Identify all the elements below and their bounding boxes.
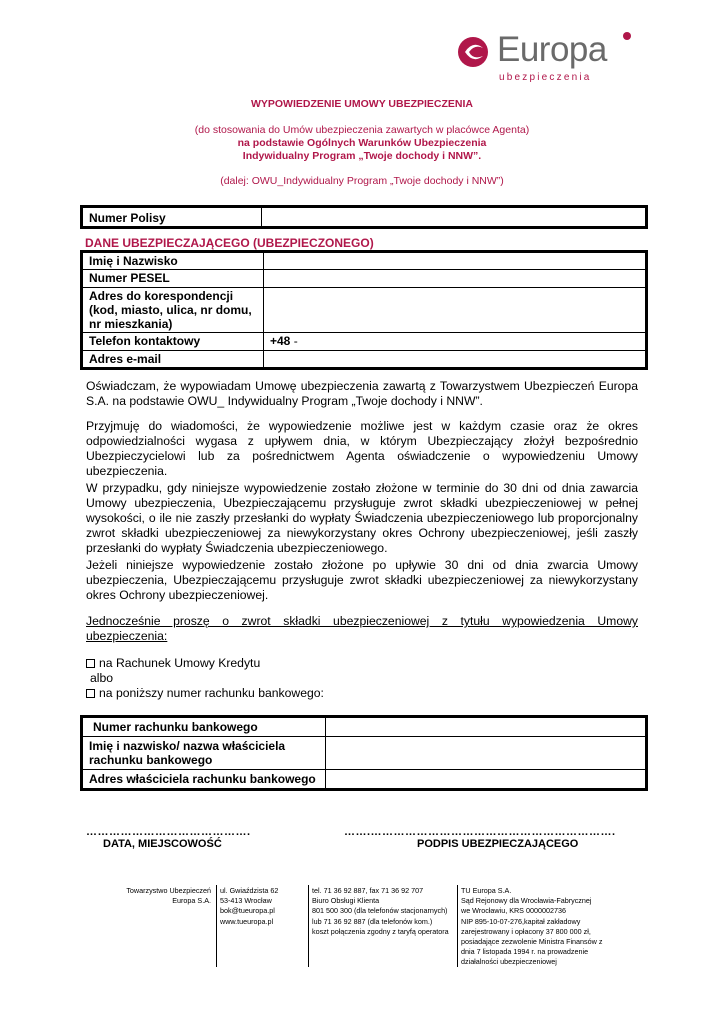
address-field[interactable] bbox=[264, 288, 647, 333]
footer-contact-line: tel. 71 36 92 887, fax 71 36 92 707 bbox=[312, 886, 424, 895]
europa-swirl-icon bbox=[455, 32, 495, 72]
owner-address-field[interactable] bbox=[326, 770, 647, 790]
footer-company bbox=[108, 886, 211, 906]
checkbox-icon[interactable] bbox=[86, 659, 95, 668]
footer-divider bbox=[216, 885, 217, 967]
header-subtitle-2-line2: Indywidualny Program „Twoje dochody i NNW”. bbox=[242, 150, 482, 162]
footer-address-line: 53-413 Wrocław bbox=[220, 896, 272, 906]
option-credit-account-label: na Rachunek Umowy Kredytu bbox=[99, 656, 261, 670]
header-subtitle-2-line1: na podstawie Ogólnych Warunków Ubezpieczenia bbox=[237, 137, 487, 149]
address-label: Adres do korespondencji (kod, miasto, ulica, nr domu, nr mieszkania) bbox=[82, 288, 264, 333]
footer-contact-line: lub 71 36 92 887 (dla telefonów kom.) bbox=[312, 916, 433, 926]
owner-address-label: Adres właściciela rachunku bankowego bbox=[82, 770, 326, 790]
signature-label: PODPIS UBEZPIECZAJĄCEGO bbox=[417, 838, 579, 850]
footer-registry-line: działalności ubezpieczeniowej bbox=[461, 957, 557, 967]
phone-prefix: +48 bbox=[270, 334, 291, 348]
bank-account-label: Numer rachunku bankowego bbox=[82, 717, 326, 737]
document-title: WYPOWIEDZENIE UMOWY UBEZPIECZENIA bbox=[250, 98, 474, 110]
phone-field[interactable] bbox=[264, 333, 647, 351]
footer-contact-line: Biuro Obsługi Klienta bbox=[312, 896, 380, 906]
footer-registry-line: zarejestrowany i opłacony 37 800 000 zł, bbox=[461, 926, 591, 936]
footer-registry-line: TU Europa S.A. bbox=[461, 886, 512, 895]
header-subtitle-1: (do stosowania do Umów ubezpieczenia zawartych w placówce Agenta) bbox=[194, 124, 530, 136]
footer-registry-line: NIP 895-10-07-276,kapitał zakładowy bbox=[461, 916, 581, 926]
phone-label: Telefon kontaktowy bbox=[82, 333, 264, 351]
footer-divider bbox=[457, 885, 458, 967]
header-subtitle-3: (dalej: OWU_Indywidualny Program „Twoje dochody i NNW”) bbox=[220, 175, 504, 187]
insured-section-title: DANE UBEZPIECZAJĄCEGO (UBEZPIECZONEGO) bbox=[85, 236, 374, 250]
bank-table bbox=[80, 715, 648, 791]
policy-table bbox=[80, 205, 648, 229]
checkbox-icon[interactable] bbox=[86, 689, 95, 698]
account-owner-field[interactable] bbox=[326, 737, 647, 770]
date-place-dots: ……………………………………. bbox=[86, 826, 251, 838]
policy-number-field[interactable] bbox=[262, 207, 647, 228]
logo-sub-text: ubezpieczenia bbox=[499, 72, 592, 83]
footer-email-link[interactable]: bok@tueuropa.pl bbox=[220, 906, 275, 916]
footer-company-line: Towarzystwo Ubezpieczeń bbox=[126, 886, 211, 895]
pesel-field[interactable] bbox=[264, 270, 647, 288]
option-bank-account-label: na poniższy numer rachunku bankowego: bbox=[99, 686, 324, 700]
footer-registry-line: dnia 7 listopada 1994 r. na prowadzenie bbox=[461, 947, 589, 957]
date-place-label: DATA, MIEJSCOWOŚĆ bbox=[103, 838, 222, 850]
footer-registry-line: Sąd Rejonowy dla Wrocławia-Fabrycznej bbox=[461, 896, 592, 906]
footer-registry-line: posiadające zezwolenie Ministra Finansów z bbox=[461, 937, 603, 947]
option-credit-account[interactable] bbox=[86, 656, 260, 671]
paragraph-acknowledgement: Przyjmuję do wiadomości, że wypowiedzenie możliwe jest w każdym czasie oraz że okres odpowiedzialności wygasa z upływem dnia, w którym Ubezpieczający złożył bezpośrednio Ubezpieczycielowi lub za pośrednictwem Agenta oświadczenie o wypowiedzeniu Umowy ubezpieczenia. bbox=[86, 419, 638, 478]
paragraph-refund-within-30: W przypadku, gdy niniejsze wypowiedzenie zostało złożone w terminie do 30 dni od dnia zawarcia Umowy ubezpieczenia, Ubezpieczającemu przysługuje zwrot składki ubezpieczeniowej w pełnej wysokości, o ile nie zaszły przesłanki do wypłaty Świadczenia ubezpieczeniowego lub proporcjonalny zwrot składki ubezpieczeniowej za niewykorzystany okres Ochrony ubezpieczeniowej, jeśli zaszły przesłanki do wypłaty Świadczenia ubezpieczeniowego. bbox=[86, 481, 638, 555]
footer-website-link[interactable]: www.tueuropa.pl bbox=[220, 916, 274, 926]
logo-dot-icon bbox=[621, 30, 633, 42]
footer-contact-line: koszt połączenia zgodny z taryfą operatora bbox=[312, 926, 449, 936]
europa-logo bbox=[455, 26, 635, 82]
name-label: Imię i Nazwisko bbox=[82, 252, 264, 270]
footer-registry bbox=[461, 886, 602, 968]
pesel-label: Numer PESEL bbox=[82, 270, 264, 288]
email-field[interactable] bbox=[264, 351, 647, 369]
option-bank-account[interactable] bbox=[86, 686, 324, 701]
footer-contact bbox=[312, 886, 449, 937]
signature-dots: …….………………………………………………………. bbox=[344, 826, 616, 838]
footer-registry-line: we Wrocławiu, KRS 0000002736 bbox=[461, 906, 566, 916]
header-subtitle-2 bbox=[0, 137, 724, 163]
footer-company-line: Europa S.A. bbox=[172, 896, 211, 906]
logo-brand-text: Europa bbox=[497, 30, 607, 69]
footer-contact-line: 801 500 300 (dla telefonów stacjonarnych) bbox=[312, 906, 448, 916]
policy-label: Numer Polisy bbox=[82, 207, 262, 228]
email-label: Adres e-mail bbox=[82, 351, 264, 369]
name-field[interactable] bbox=[264, 252, 647, 270]
footer-address bbox=[220, 886, 278, 927]
phone-separator: - bbox=[290, 334, 298, 348]
paragraph-refund-request: Jednocześnie proszę o zwrot składki ubezpieczeniowej z tytułu wypowiedzenia Umowy ubezpieczenia: bbox=[86, 614, 638, 643]
footer-divider bbox=[308, 885, 309, 967]
paragraph-refund-after-30: Jeżeli niniejsze wypowiedzenie zostało złożone po upływie 30 dni od dnia zwarcia Umowy ubezpieczenia, Ubezpieczającemu przysługuje zwrot składki ubezpieczeniowej za niewykorzystany okres Ochrony ubezpieczeniowej. bbox=[86, 558, 638, 602]
paragraph-declaration: Oświadczam, że wypowiadam Umowę ubezpieczenia zawartą z Towarzystwem Ubezpieczeń Europa S.A. na podstawie OWU_ Indywidualny Program „Twoje dochody i NNW”. bbox=[86, 379, 638, 408]
footer-address-line: ul. Gwiaździsta 62 bbox=[220, 886, 279, 895]
option-or-text: albo bbox=[90, 671, 114, 685]
account-owner-label: Imię i nazwisko/ nazwa właściciela rachunku bankowego bbox=[82, 737, 326, 770]
bank-account-field[interactable] bbox=[326, 717, 647, 737]
insured-table bbox=[80, 250, 648, 370]
